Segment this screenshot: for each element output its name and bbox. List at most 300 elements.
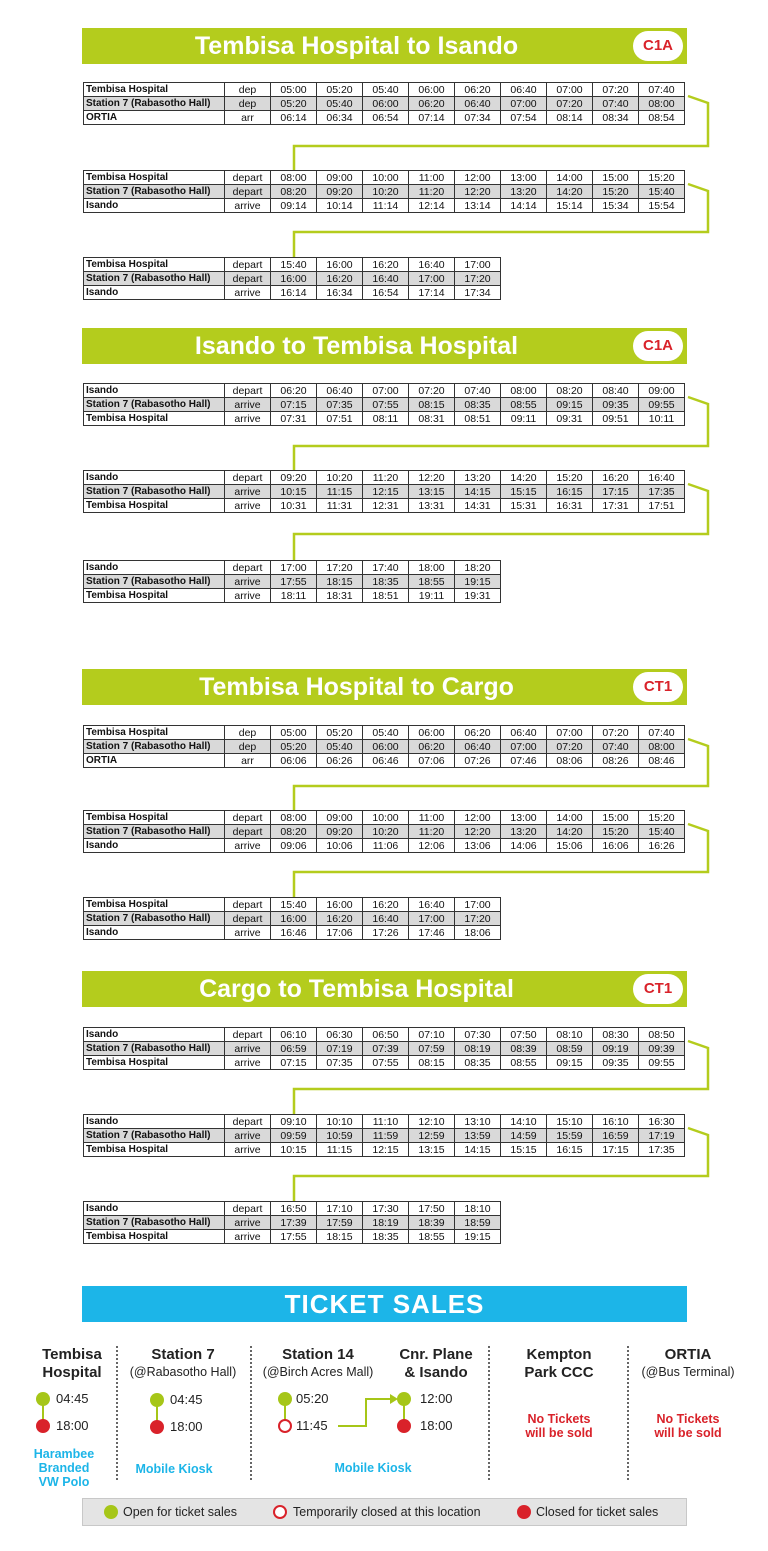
section-title: Tembisa Hospital to Cargo: [199, 673, 514, 701]
time-cell: 06:59: [271, 1042, 317, 1056]
time-cell: 07:40: [593, 740, 639, 754]
time-cell: 05:20: [317, 726, 363, 740]
time-cell: 09:11: [501, 412, 547, 426]
time-cell: 07:55: [363, 398, 409, 412]
time-cell: 08:06: [547, 754, 593, 768]
sales-vehicle-note: [28, 1447, 100, 1489]
time-cell: 09:00: [639, 384, 685, 398]
time-cell: 16:59: [593, 1129, 639, 1143]
timetable-block: [83, 897, 501, 940]
stop-name: Station 7 (Rabasotho Hall): [84, 1042, 225, 1056]
direction-label: arrive: [225, 499, 271, 513]
direction-label: dep: [225, 97, 271, 111]
stop-name: Tembisa Hospital: [84, 589, 225, 603]
stop-name: Isando: [84, 384, 225, 398]
ticket-sales-banner: TICKET SALES: [82, 1286, 687, 1322]
time-cell: 08:00: [639, 740, 685, 754]
time-cell: 06:20: [409, 97, 455, 111]
time-cell: 09:20: [317, 825, 363, 839]
time-cell: 08:26: [593, 754, 639, 768]
time-cell: 09:51: [593, 412, 639, 426]
direction-label: depart: [225, 471, 271, 485]
no-tickets-note: [510, 1412, 608, 1440]
direction-label: arrive: [225, 839, 271, 853]
time-cell: 06:20: [455, 726, 501, 740]
stop-name: Station 7 (Rabasotho Hall): [84, 485, 225, 499]
direction-label: depart: [225, 272, 271, 286]
time-cell: 08:00: [639, 97, 685, 111]
time-cell: 07:14: [409, 111, 455, 125]
time-cell: 17:40: [363, 561, 409, 575]
time-cell: 07:50: [501, 1028, 547, 1042]
table-row: [84, 726, 685, 740]
time-cell: 16:54: [363, 286, 409, 300]
stop-name: Tembisa Hospital: [84, 1056, 225, 1070]
time-cell: 07:40: [639, 726, 685, 740]
time-cell: 16:50: [271, 1202, 317, 1216]
mobile-kiosk-note: Mobile Kiosk: [334, 1461, 412, 1475]
time-cell: 07:55: [363, 1056, 409, 1070]
direction-label: dep: [225, 726, 271, 740]
time-cell: 17:34: [455, 286, 501, 300]
time-cell: 08:19: [455, 1042, 501, 1056]
time-cell: 07:00: [547, 726, 593, 740]
time-cell: 06:30: [317, 1028, 363, 1042]
direction-label: depart: [225, 811, 271, 825]
time-cell: 09:00: [317, 811, 363, 825]
time-cell: 08:00: [271, 171, 317, 185]
time-cell: 15:20: [639, 811, 685, 825]
time-cell: 07:31: [271, 412, 317, 426]
column-divider: [627, 1346, 629, 1480]
table-row: [84, 1042, 685, 1056]
time-cell: 11:10: [363, 1115, 409, 1129]
time-cell: 17:00: [455, 898, 501, 912]
time-cell: 11:00: [409, 171, 455, 185]
time-cell: 09:59: [271, 1129, 317, 1143]
direction-label: arrive: [225, 485, 271, 499]
timetable-block: [83, 470, 685, 513]
time-cell: 11:15: [317, 485, 363, 499]
direction-label: depart: [225, 912, 271, 926]
stop-name: Isando: [84, 839, 225, 853]
temporarily-closed-dot-icon: [278, 1419, 292, 1433]
direction-label: arrive: [225, 398, 271, 412]
time-cell: 07:35: [317, 1056, 363, 1070]
time-cell: 08:11: [363, 412, 409, 426]
table-row: [84, 1216, 501, 1230]
stop-name: Tembisa Hospital: [84, 258, 225, 272]
time-cell: 15:40: [639, 185, 685, 199]
direction-label: depart: [225, 384, 271, 398]
time-cell: 07:39: [363, 1042, 409, 1056]
section-banner-1: [82, 28, 687, 64]
time-cell: 13:14: [455, 199, 501, 213]
time-cell: 09:55: [639, 1056, 685, 1070]
time-cell: 16:10: [593, 1115, 639, 1129]
time-cell: 16:00: [271, 272, 317, 286]
closed-dot-icon: [517, 1505, 531, 1519]
table-row: [84, 589, 501, 603]
time-cell: 16:14: [271, 286, 317, 300]
direction-label: arrive: [225, 1056, 271, 1070]
stop-name: Isando: [84, 561, 225, 575]
stop-name: Station 7 (Rabasotho Hall): [84, 740, 225, 754]
time-cell: 08:31: [409, 412, 455, 426]
stop-name: Station 7 (Rabasotho Hall): [84, 185, 225, 199]
time-cell: 08:15: [409, 398, 455, 412]
time-cell: 17:39: [271, 1216, 317, 1230]
time-cell: 14:59: [501, 1129, 547, 1143]
section-banner-3: [82, 669, 687, 705]
time-cell: 15:59: [547, 1129, 593, 1143]
location-station-14: [254, 1346, 382, 1380]
time-cell: 13:00: [501, 811, 547, 825]
time-cell: 12:20: [455, 825, 501, 839]
time-cell: 11:59: [363, 1129, 409, 1143]
direction-label: arrive: [225, 199, 271, 213]
time-cell: 16:00: [317, 898, 363, 912]
close-time: 18:00: [420, 1418, 453, 1433]
time-cell: 12:20: [455, 185, 501, 199]
table-row: [84, 384, 685, 398]
time-cell: 17:10: [317, 1202, 363, 1216]
time-cell: 18:11: [271, 589, 317, 603]
timetable-block: [83, 810, 685, 853]
time-cell: 16:06: [593, 839, 639, 853]
note-line: will be sold: [525, 1426, 593, 1440]
stop-name: ORTIA: [84, 754, 225, 768]
time-cell: 08:50: [639, 1028, 685, 1042]
column-divider: [488, 1346, 490, 1480]
time-cell: 11:00: [409, 811, 455, 825]
time-cell: 06:20: [455, 83, 501, 97]
time-cell: 12:00: [455, 171, 501, 185]
column-divider: [250, 1346, 252, 1480]
table-row: [84, 111, 685, 125]
time-cell: 15:40: [639, 825, 685, 839]
direction-label: depart: [225, 898, 271, 912]
table-row: [84, 272, 501, 286]
stop-name: Tembisa Hospital: [84, 726, 225, 740]
time-cell: 06:00: [363, 740, 409, 754]
time-cell: 18:10: [455, 1202, 501, 1216]
time-cell: 07:20: [547, 97, 593, 111]
time-cell: 07:20: [593, 83, 639, 97]
time-cell: 09:39: [639, 1042, 685, 1056]
time-cell: 06:00: [363, 97, 409, 111]
time-cell: 10:31: [271, 499, 317, 513]
time-cell: 06:34: [317, 111, 363, 125]
time-cell: 17:55: [271, 575, 317, 589]
table-row: [84, 926, 501, 940]
timetable-block: [83, 725, 685, 768]
time-cell: 15:40: [271, 258, 317, 272]
location-name: Tembisa: [42, 1346, 102, 1363]
stop-name: Station 7 (Rabasotho Hall): [84, 97, 225, 111]
table-row: [84, 740, 685, 754]
time-cell: 17:35: [639, 1143, 685, 1157]
time-cell: 05:20: [271, 97, 317, 111]
direction-label: depart: [225, 1202, 271, 1216]
time-cell: 05:00: [271, 83, 317, 97]
time-cell: 13:20: [501, 185, 547, 199]
direction-label: depart: [225, 561, 271, 575]
time-cell: 17:51: [639, 499, 685, 513]
time-cell: 10:00: [363, 171, 409, 185]
time-cell: 08:54: [639, 111, 685, 125]
time-cell: 07:30: [455, 1028, 501, 1042]
time-cell: 17:20: [455, 912, 501, 926]
time-cell: 19:31: [455, 589, 501, 603]
stop-name: Station 7 (Rabasotho Hall): [84, 272, 225, 286]
time-cell: 13:15: [409, 485, 455, 499]
legend-open: Open for ticket sales: [123, 1505, 237, 1519]
stop-name: Station 7 (Rabasotho Hall): [84, 398, 225, 412]
time-cell: 16:20: [317, 272, 363, 286]
time-cell: 07:20: [409, 384, 455, 398]
time-cell: 16:20: [363, 898, 409, 912]
time-cell: 08:55: [501, 1056, 547, 1070]
time-cell: 17:20: [455, 272, 501, 286]
time-cell: 06:20: [409, 740, 455, 754]
open-time: 05:20: [296, 1391, 329, 1406]
timetable-block: [83, 1201, 501, 1244]
time-cell: 13:31: [409, 499, 455, 513]
location-name: Hospital: [42, 1364, 102, 1381]
table-row: [84, 499, 685, 513]
stop-name: Tembisa Hospital: [84, 1143, 225, 1157]
time-cell: 18:19: [363, 1216, 409, 1230]
stop-name: Station 7 (Rabasotho Hall): [84, 1129, 225, 1143]
note-line: Branded: [38, 1461, 90, 1475]
time-cell: 16:40: [363, 912, 409, 926]
stop-name: Tembisa Hospital: [84, 171, 225, 185]
stop-name: Tembisa Hospital: [84, 898, 225, 912]
time-cell: 07:26: [455, 754, 501, 768]
time-cell: 15:20: [547, 471, 593, 485]
time-cell: 18:59: [455, 1216, 501, 1230]
time-cell: 07:00: [363, 384, 409, 398]
time-cell: 12:59: [409, 1129, 455, 1143]
time-cell: 05:00: [271, 726, 317, 740]
direction-label: depart: [225, 185, 271, 199]
table-row: [84, 471, 685, 485]
time-cell: 09:20: [271, 471, 317, 485]
time-cell: 15:15: [501, 485, 547, 499]
stop-name: Isando: [84, 199, 225, 213]
time-cell: 16:30: [639, 1115, 685, 1129]
closed-dot-icon: [397, 1419, 411, 1433]
time-cell: 18:35: [363, 575, 409, 589]
time-cell: 08:10: [547, 1028, 593, 1042]
time-cell: 06:20: [271, 384, 317, 398]
time-cell: 12:06: [409, 839, 455, 853]
time-cell: 18:55: [409, 1230, 455, 1244]
time-cell: 05:40: [317, 97, 363, 111]
time-cell: 13:15: [409, 1143, 455, 1157]
time-cell: 08:20: [271, 185, 317, 199]
direction-label: depart: [225, 171, 271, 185]
time-cell: 09:31: [547, 412, 593, 426]
open-dot-icon: [104, 1505, 118, 1519]
section-banner-4: [82, 971, 687, 1007]
table-row: [84, 839, 685, 853]
table-row: [84, 485, 685, 499]
time-cell: 07:40: [639, 83, 685, 97]
direction-label: arrive: [225, 412, 271, 426]
time-cell: 11:20: [409, 825, 455, 839]
table-row: [84, 398, 685, 412]
route-badge: C1A: [633, 331, 683, 361]
note-line: VW Polo: [38, 1475, 90, 1489]
time-cell: 16:31: [547, 499, 593, 513]
location-name: & Isando: [404, 1364, 468, 1381]
legend-closed: Closed for ticket sales: [536, 1505, 659, 1519]
time-cell: 15:54: [639, 199, 685, 213]
time-cell: 18:55: [409, 575, 455, 589]
time-cell: 07:51: [317, 412, 363, 426]
note-line: will be sold: [654, 1426, 722, 1440]
open-dot-icon: [397, 1392, 411, 1406]
time-cell: 09:10: [271, 1115, 317, 1129]
time-cell: 16:26: [639, 839, 685, 853]
time-cell: 15:20: [639, 171, 685, 185]
direction-label: arrive: [225, 1216, 271, 1230]
time-cell: 07:40: [455, 384, 501, 398]
time-cell: 11:20: [409, 185, 455, 199]
time-cell: 15:20: [593, 825, 639, 839]
open-time: 04:45: [56, 1391, 89, 1406]
time-cell: 09:15: [547, 1056, 593, 1070]
time-cell: 05:40: [363, 83, 409, 97]
table-row: [84, 258, 501, 272]
time-cell: 15:34: [593, 199, 639, 213]
time-cell: 14:00: [547, 171, 593, 185]
direction-label: arrive: [225, 1143, 271, 1157]
timetable-block: [83, 560, 501, 603]
time-cell: 05:20: [317, 83, 363, 97]
table-row: [84, 1056, 685, 1070]
time-cell: 06:40: [317, 384, 363, 398]
time-cell: 10:00: [363, 811, 409, 825]
timetable-block: [83, 170, 685, 213]
time-cell: 18:06: [455, 926, 501, 940]
location-cnr-plane-isando: [388, 1346, 484, 1382]
time-cell: 16:40: [639, 471, 685, 485]
time-cell: 16:40: [409, 898, 455, 912]
open-time: 12:00: [420, 1391, 453, 1406]
stop-name: Station 7 (Rabasotho Hall): [84, 912, 225, 926]
time-cell: 11:14: [363, 199, 409, 213]
closed-dot-icon: [150, 1420, 164, 1434]
time-cell: 17:00: [271, 561, 317, 575]
direction-label: depart: [225, 1028, 271, 1042]
time-cell: 15:15: [501, 1143, 547, 1157]
location-name: Cnr. Plane: [399, 1346, 473, 1363]
direction-label: depart: [225, 258, 271, 272]
section-title: Cargo to Tembisa Hospital: [199, 975, 514, 1003]
direction-label: dep: [225, 740, 271, 754]
time-cell: 19:15: [455, 1230, 501, 1244]
table-row: [84, 185, 685, 199]
time-cell: 06:46: [363, 754, 409, 768]
table-row: [84, 97, 685, 111]
time-cell: 10:10: [317, 1115, 363, 1129]
time-cell: 14:10: [501, 1115, 547, 1129]
time-cell: 07:34: [455, 111, 501, 125]
direction-label: depart: [225, 1115, 271, 1129]
table-row: [84, 171, 685, 185]
close-time: 18:00: [56, 1418, 89, 1433]
time-cell: 09:06: [271, 839, 317, 853]
table-row: [84, 754, 685, 768]
time-cell: 17:59: [317, 1216, 363, 1230]
direction-label: arrive: [225, 575, 271, 589]
time-cell: 08:15: [409, 1056, 455, 1070]
time-cell: 09:19: [593, 1042, 639, 1056]
time-cell: 13:10: [455, 1115, 501, 1129]
time-cell: 18:39: [409, 1216, 455, 1230]
time-cell: 16:15: [547, 485, 593, 499]
time-cell: 16:20: [317, 912, 363, 926]
time-cell: 18:15: [317, 575, 363, 589]
temporarily-closed-dot-icon: [273, 1505, 287, 1519]
time-cell: 11:15: [317, 1143, 363, 1157]
location-subtitle: (@Bus Terminal): [641, 1365, 735, 1379]
time-cell: 12:00: [455, 811, 501, 825]
time-cell: 16:00: [271, 912, 317, 926]
timetable-block: [83, 383, 685, 426]
location-station-7: [118, 1346, 248, 1380]
time-cell: 17:14: [409, 286, 455, 300]
time-cell: 18:15: [317, 1230, 363, 1244]
time-cell: 17:20: [317, 561, 363, 575]
time-cell: 07:46: [501, 754, 547, 768]
section-title: Tembisa Hospital to Isando: [194, 32, 519, 60]
table-row: [84, 83, 685, 97]
time-cell: 10:20: [363, 825, 409, 839]
stop-name: Isando: [84, 286, 225, 300]
stop-name: Tembisa Hospital: [84, 83, 225, 97]
time-cell: 06:40: [501, 83, 547, 97]
time-cell: 14:14: [501, 199, 547, 213]
time-cell: 08:20: [271, 825, 317, 839]
time-cell: 10:14: [317, 199, 363, 213]
time-cell: 17:30: [363, 1202, 409, 1216]
time-cell: 14:20: [501, 471, 547, 485]
time-cell: 13:20: [455, 471, 501, 485]
time-cell: 14:20: [547, 825, 593, 839]
time-cell: 11:06: [363, 839, 409, 853]
time-cell: 15:14: [547, 199, 593, 213]
time-cell: 07:54: [501, 111, 547, 125]
time-cell: 15:20: [593, 185, 639, 199]
time-cell: 15:40: [271, 898, 317, 912]
direction-label: arrive: [225, 926, 271, 940]
time-cell: 07:19: [317, 1042, 363, 1056]
time-cell: 18:51: [363, 589, 409, 603]
location-name: Park CCC: [524, 1364, 594, 1381]
open-dot-icon: [36, 1392, 50, 1406]
time-cell: 15:00: [593, 811, 639, 825]
stop-name: Station 7 (Rabasotho Hall): [84, 1216, 225, 1230]
direction-label: arr: [225, 754, 271, 768]
time-cell: 06:00: [409, 726, 455, 740]
direction-label: arrive: [225, 1042, 271, 1056]
time-cell: 15:06: [547, 839, 593, 853]
time-cell: 12:20: [409, 471, 455, 485]
